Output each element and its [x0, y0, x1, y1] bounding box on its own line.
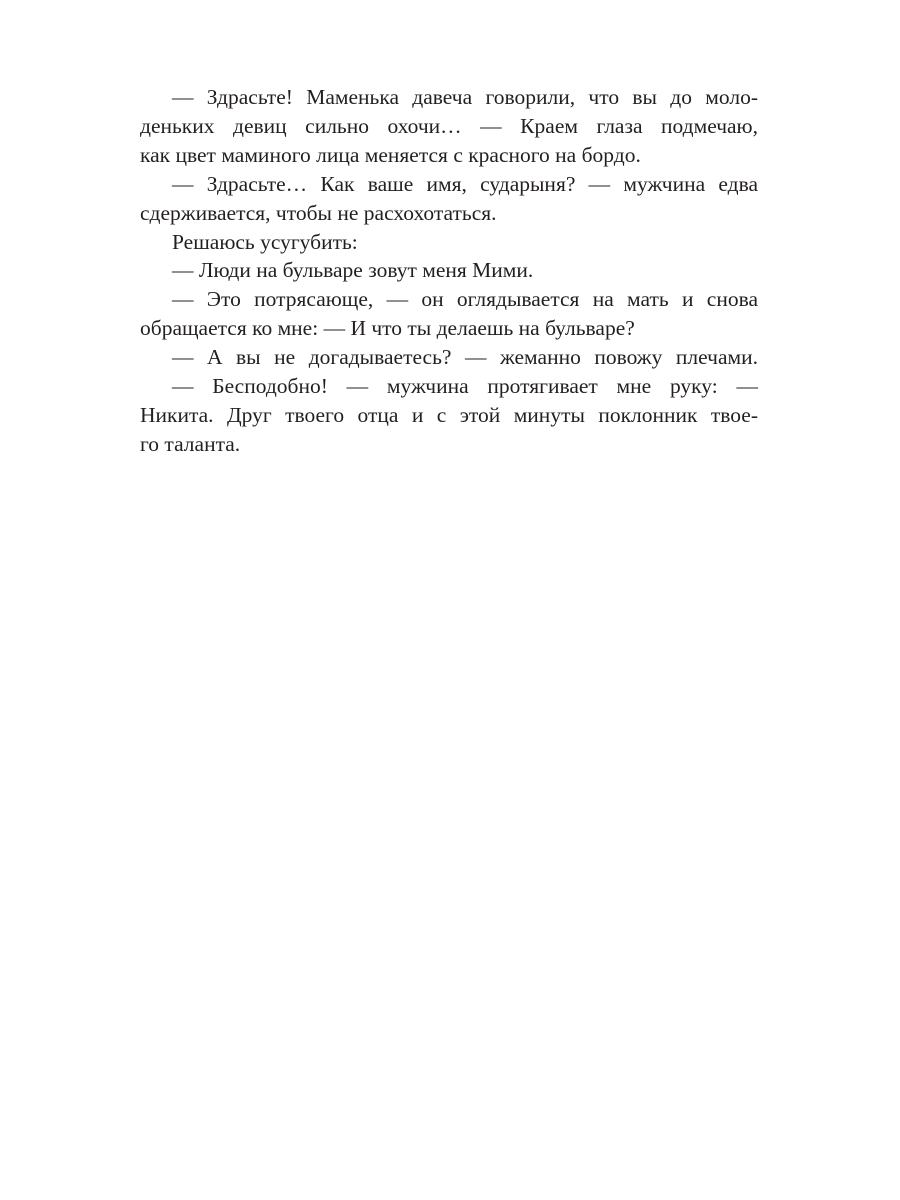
- text-line: Никита. Друг твоего отца и с этой минуты поклонник твое-: [140, 402, 758, 427]
- text-line: — Бесподобно! — мужчина протягивает мне руку: —: [172, 374, 758, 399]
- text-line: Решаюсь усугубить:: [172, 229, 358, 254]
- text-line: обращается ко мне: — И что ты делаешь на бульваре?: [140, 316, 635, 341]
- text-line: сдерживается, чтобы не расхохотаться.: [140, 200, 497, 225]
- book-page-text: [140, 83, 758, 459]
- text-line: как цвет маминого лица меняется с красного на бордо.: [140, 142, 641, 167]
- text-line: го таланта.: [140, 431, 241, 456]
- text-line: — А вы не догадываетесь? — жеманно повожу плечами.: [172, 345, 758, 370]
- text-line: — Это потрясающе, — он оглядывается на мать и снова: [172, 287, 758, 312]
- text-line: — Здрасьте! Маменька давеча говорили, что вы до моло-: [172, 85, 758, 109]
- text-line: — Здрасьте… Как ваше имя, сударыня? — мужчина едва: [172, 171, 758, 196]
- text-line: деньких девиц сильно охочи… — Краем глаза подмечаю,: [140, 113, 758, 138]
- text-line: — Люди на бульваре зовут меня Мими.: [172, 258, 534, 283]
